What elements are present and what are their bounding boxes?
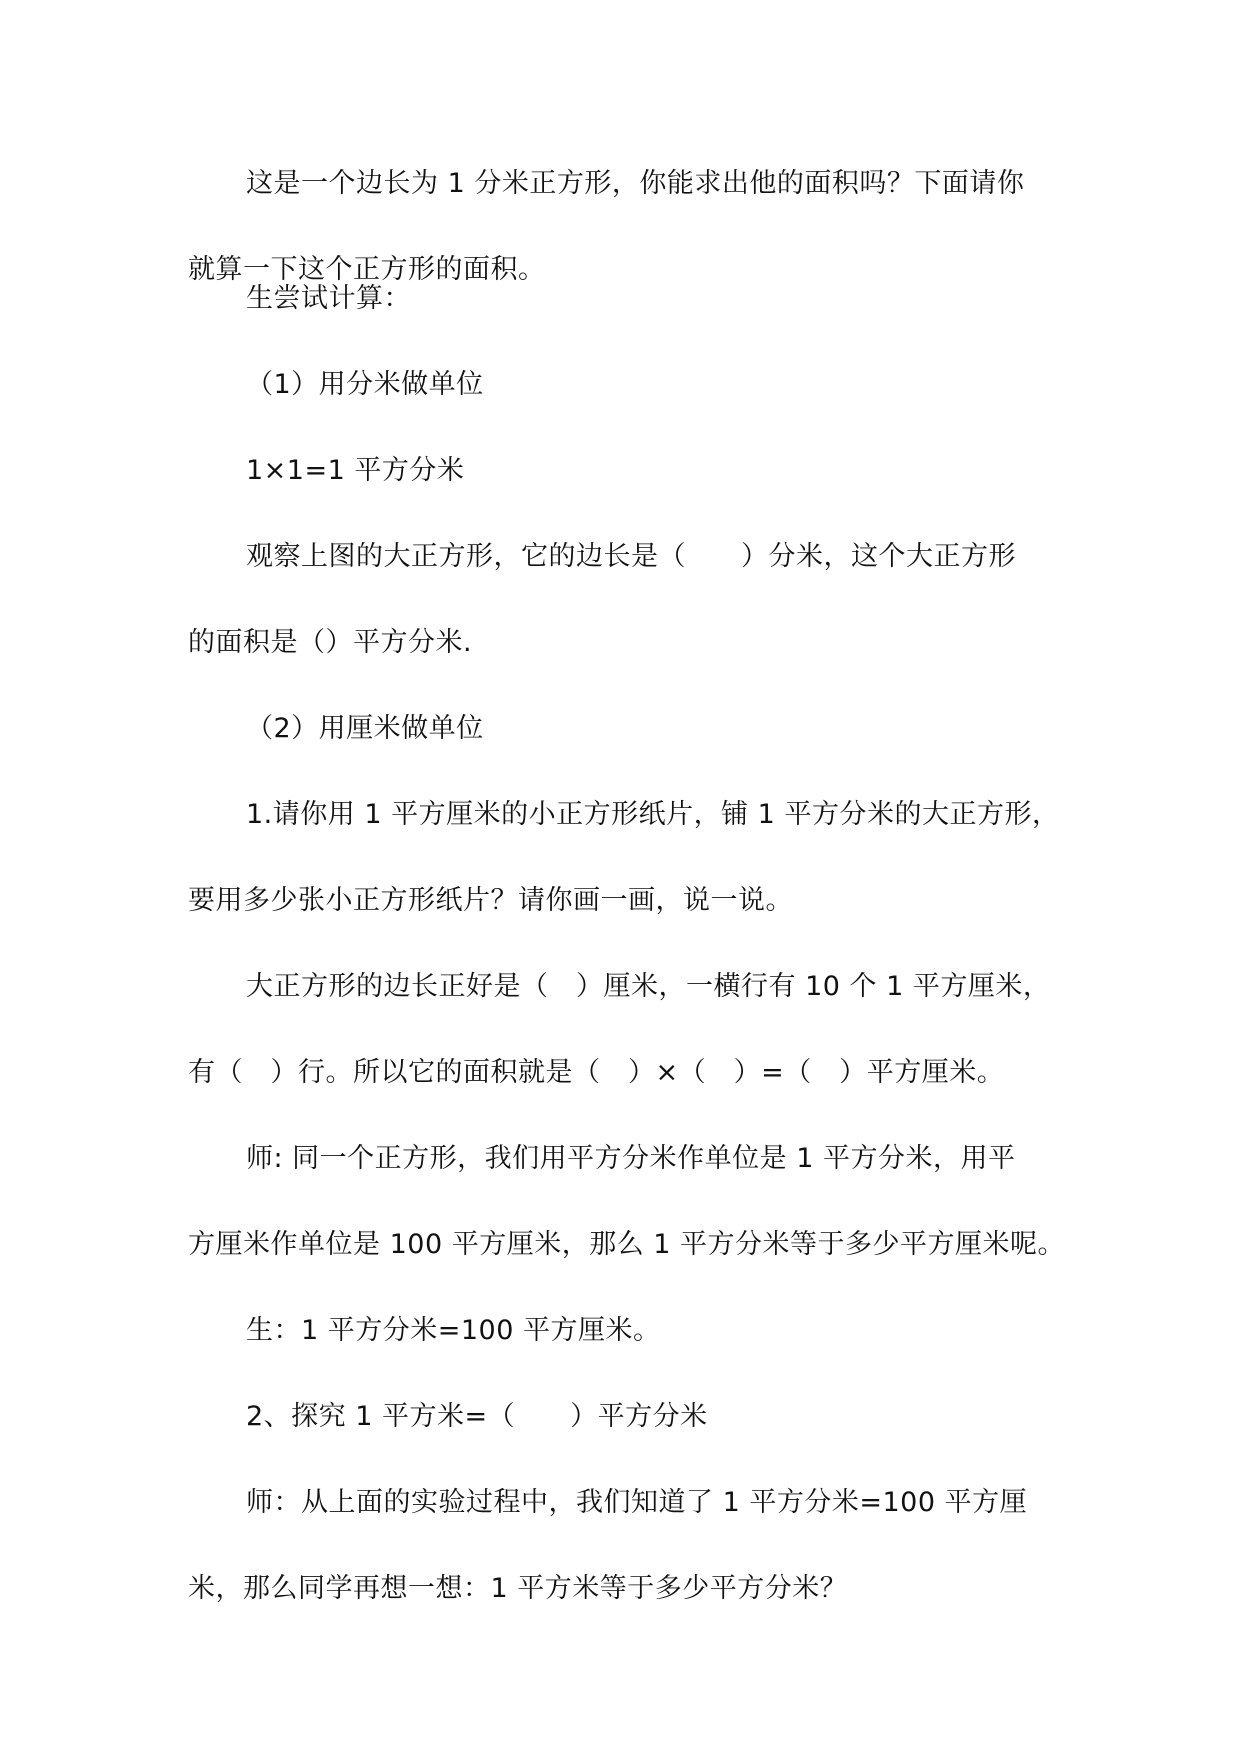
paragraph-line: 要用多少张小正方形纸片？请你画一画，说一说。 [188,885,793,916]
paragraph-5 [188,514,1068,686]
paragraph-line: 就算一下这个正方形的面积。 [188,254,546,285]
paragraph-line: 的面积是（）平方分米. [188,627,473,658]
paragraph-10 [188,1288,1068,1374]
paragraph-line: 师：从上面的实验过程中，我们知道了 1 平方分米=100 平方厘 [246,1487,1028,1518]
paragraph-line: 1×1=1 平方分米 [246,455,465,486]
paragraph-3 [188,342,1068,428]
paragraph-12 [188,1460,1068,1632]
paragraph-line: 1.请你用 1 平方厘米的小正方形纸片，铺 1 平方分米的大正方形， [246,799,1060,830]
paragraph-9 [188,1116,1068,1288]
paragraph-8 [188,944,1068,1116]
paragraph-line: 2、探究 1 平方米=（ ）平方分米 [246,1401,708,1432]
paragraph-line: 方厘米作单位是 100 平方厘米，那么 1 平方分米等于多少平方厘米呢。 [188,1229,1066,1260]
paragraph-line: 观察上图的大正方形，它的边长是（ ）分米，这个大正方形 [246,541,1016,572]
paragraph-2 [188,256,1068,342]
paragraph-line: 大正方形的边长正好是（ ）厘米，一横行有 10 个 1 平方厘米， [246,971,1051,1002]
paragraph-line: 这是一个边长为 1 分米正方形，你能求出他的面积吗？下面请你 [246,168,1025,199]
paragraph-line: 有（ ）行。所以它的面积就是（ ）×（ ）=（ ）平方厘米。 [188,1057,1005,1088]
paragraph-line: 米，那么同学再想一想：1 平方米等于多少平方分米？ [188,1573,848,1604]
paragraph-line: 师: 同一个正方形，我们用平方分米作单位是 1 平方分米，用平 [246,1143,1016,1174]
paragraph-11 [188,1374,1068,1460]
paragraph-line: （2）用厘米做单位 [246,713,484,744]
paragraph-6 [188,686,1068,772]
paragraph-line: 生：1 平方分米=100 平方厘米。 [246,1315,661,1346]
paragraph-7 [188,772,1068,944]
paragraph-4 [188,428,1068,514]
paragraph-line: （1）用分米做单位 [246,369,484,400]
paragraph-line: 生尝试计算： [246,283,411,314]
